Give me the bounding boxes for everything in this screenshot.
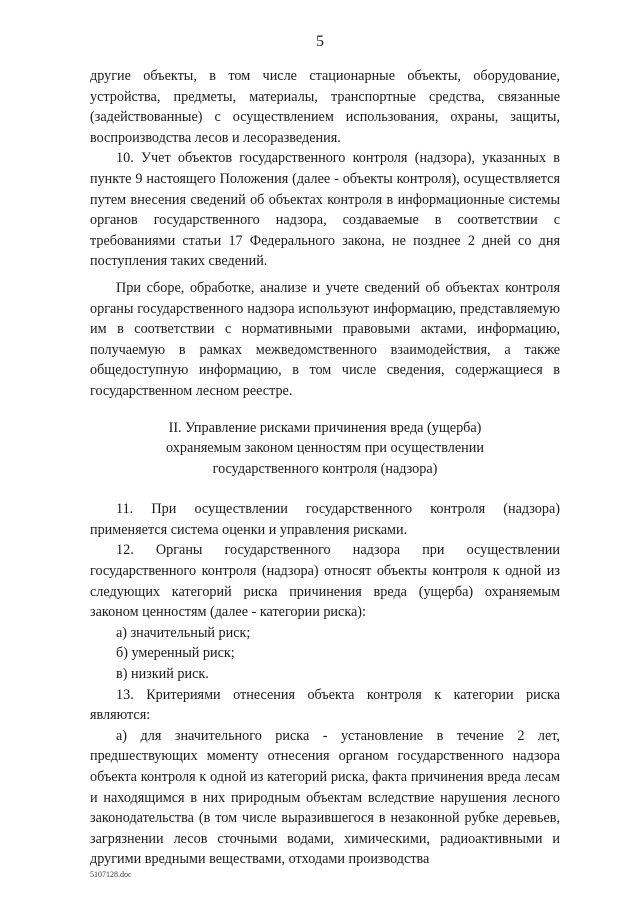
section-heading-line-3: государственного контроля (надзора): [212, 460, 438, 477]
section-heading-line-1: II. Управление рисками причинения вреда (ущерба): [168, 419, 482, 436]
footer-filename: 5107128.doc: [90, 870, 132, 879]
section-heading-line-2: охраняемым законом ценностям при осуществлении: [166, 440, 484, 457]
document-body: [90, 66, 560, 870]
paragraph-item-13a: а) для значительного риска - установление в течение 2 лет, предшествующих моменту отнесения органом государственного надзора объекта контроля к одной из категорий риска, факта причинения вреда лесам и находящимся в них природным объектам вследствие нарушения лесного законодательства (в том числе выразившегося в незаконной рубке деревьев, загрязнении лесов сточными водами, химическими, радиоактивными и другими вредными веществами, отходами производства: [90, 727, 560, 868]
list-item-risk-significant: а) значительный риск;: [116, 624, 251, 641]
paragraph-item-13: 13. Критериями отнесения объекта контроля к категории риска являются:: [90, 686, 560, 724]
list-item-risk-low: в) низкий риск.: [116, 666, 209, 683]
paragraph-continuation: другие объекты, в том числе стационарные объекты, оборудование, устройства, предметы, материалы, транспортные средства, связанные (задействованные) с осуществлением использования, охраны, защиты, воспроизводства лесов и лесоразведения.: [90, 68, 560, 146]
section-heading: [90, 418, 560, 480]
paragraph-item-11: 11. При осуществлении государственного контроля (надзора) применяется система оценки и управления рисками.: [90, 501, 560, 538]
paragraph-data-collection: При сборе, обработке, анализе и учете сведений об объектах контроля органы государственного надзора используют информацию, представляемую им в соответствии с нормативными правовыми актами, информацию, получаемую в рамках межведомственного взаимодействия, а также общедоступную информацию, в том числе сведения, содержащиеся в государственном лесном реестре.: [90, 279, 560, 399]
list-item-risk-moderate: б) умеренный риск;: [116, 645, 235, 662]
paragraph-item-10: 10. Учет объектов государственного контроля (надзора), указанных в пункте 9 настоящего Положения (далее - объекты контроля), осуществляется путем внесения сведений об объектах контроля в информационные системы органов государственного надзора, создаваемые в соответствии с требованиями статьи 17 Федерального закона, не позднее 2 дней со дня поступления таких сведений.: [90, 150, 560, 270]
page-number: 5: [316, 33, 324, 50]
paragraph-item-12: 12. Органы государственного надзора при осуществлении государственного контроля (надзора) относят объекты контроля к одной из следующих категорий риска причинения вреда (ущерба) охраняемым законом ценностям (далее - категории риска):: [90, 542, 560, 621]
